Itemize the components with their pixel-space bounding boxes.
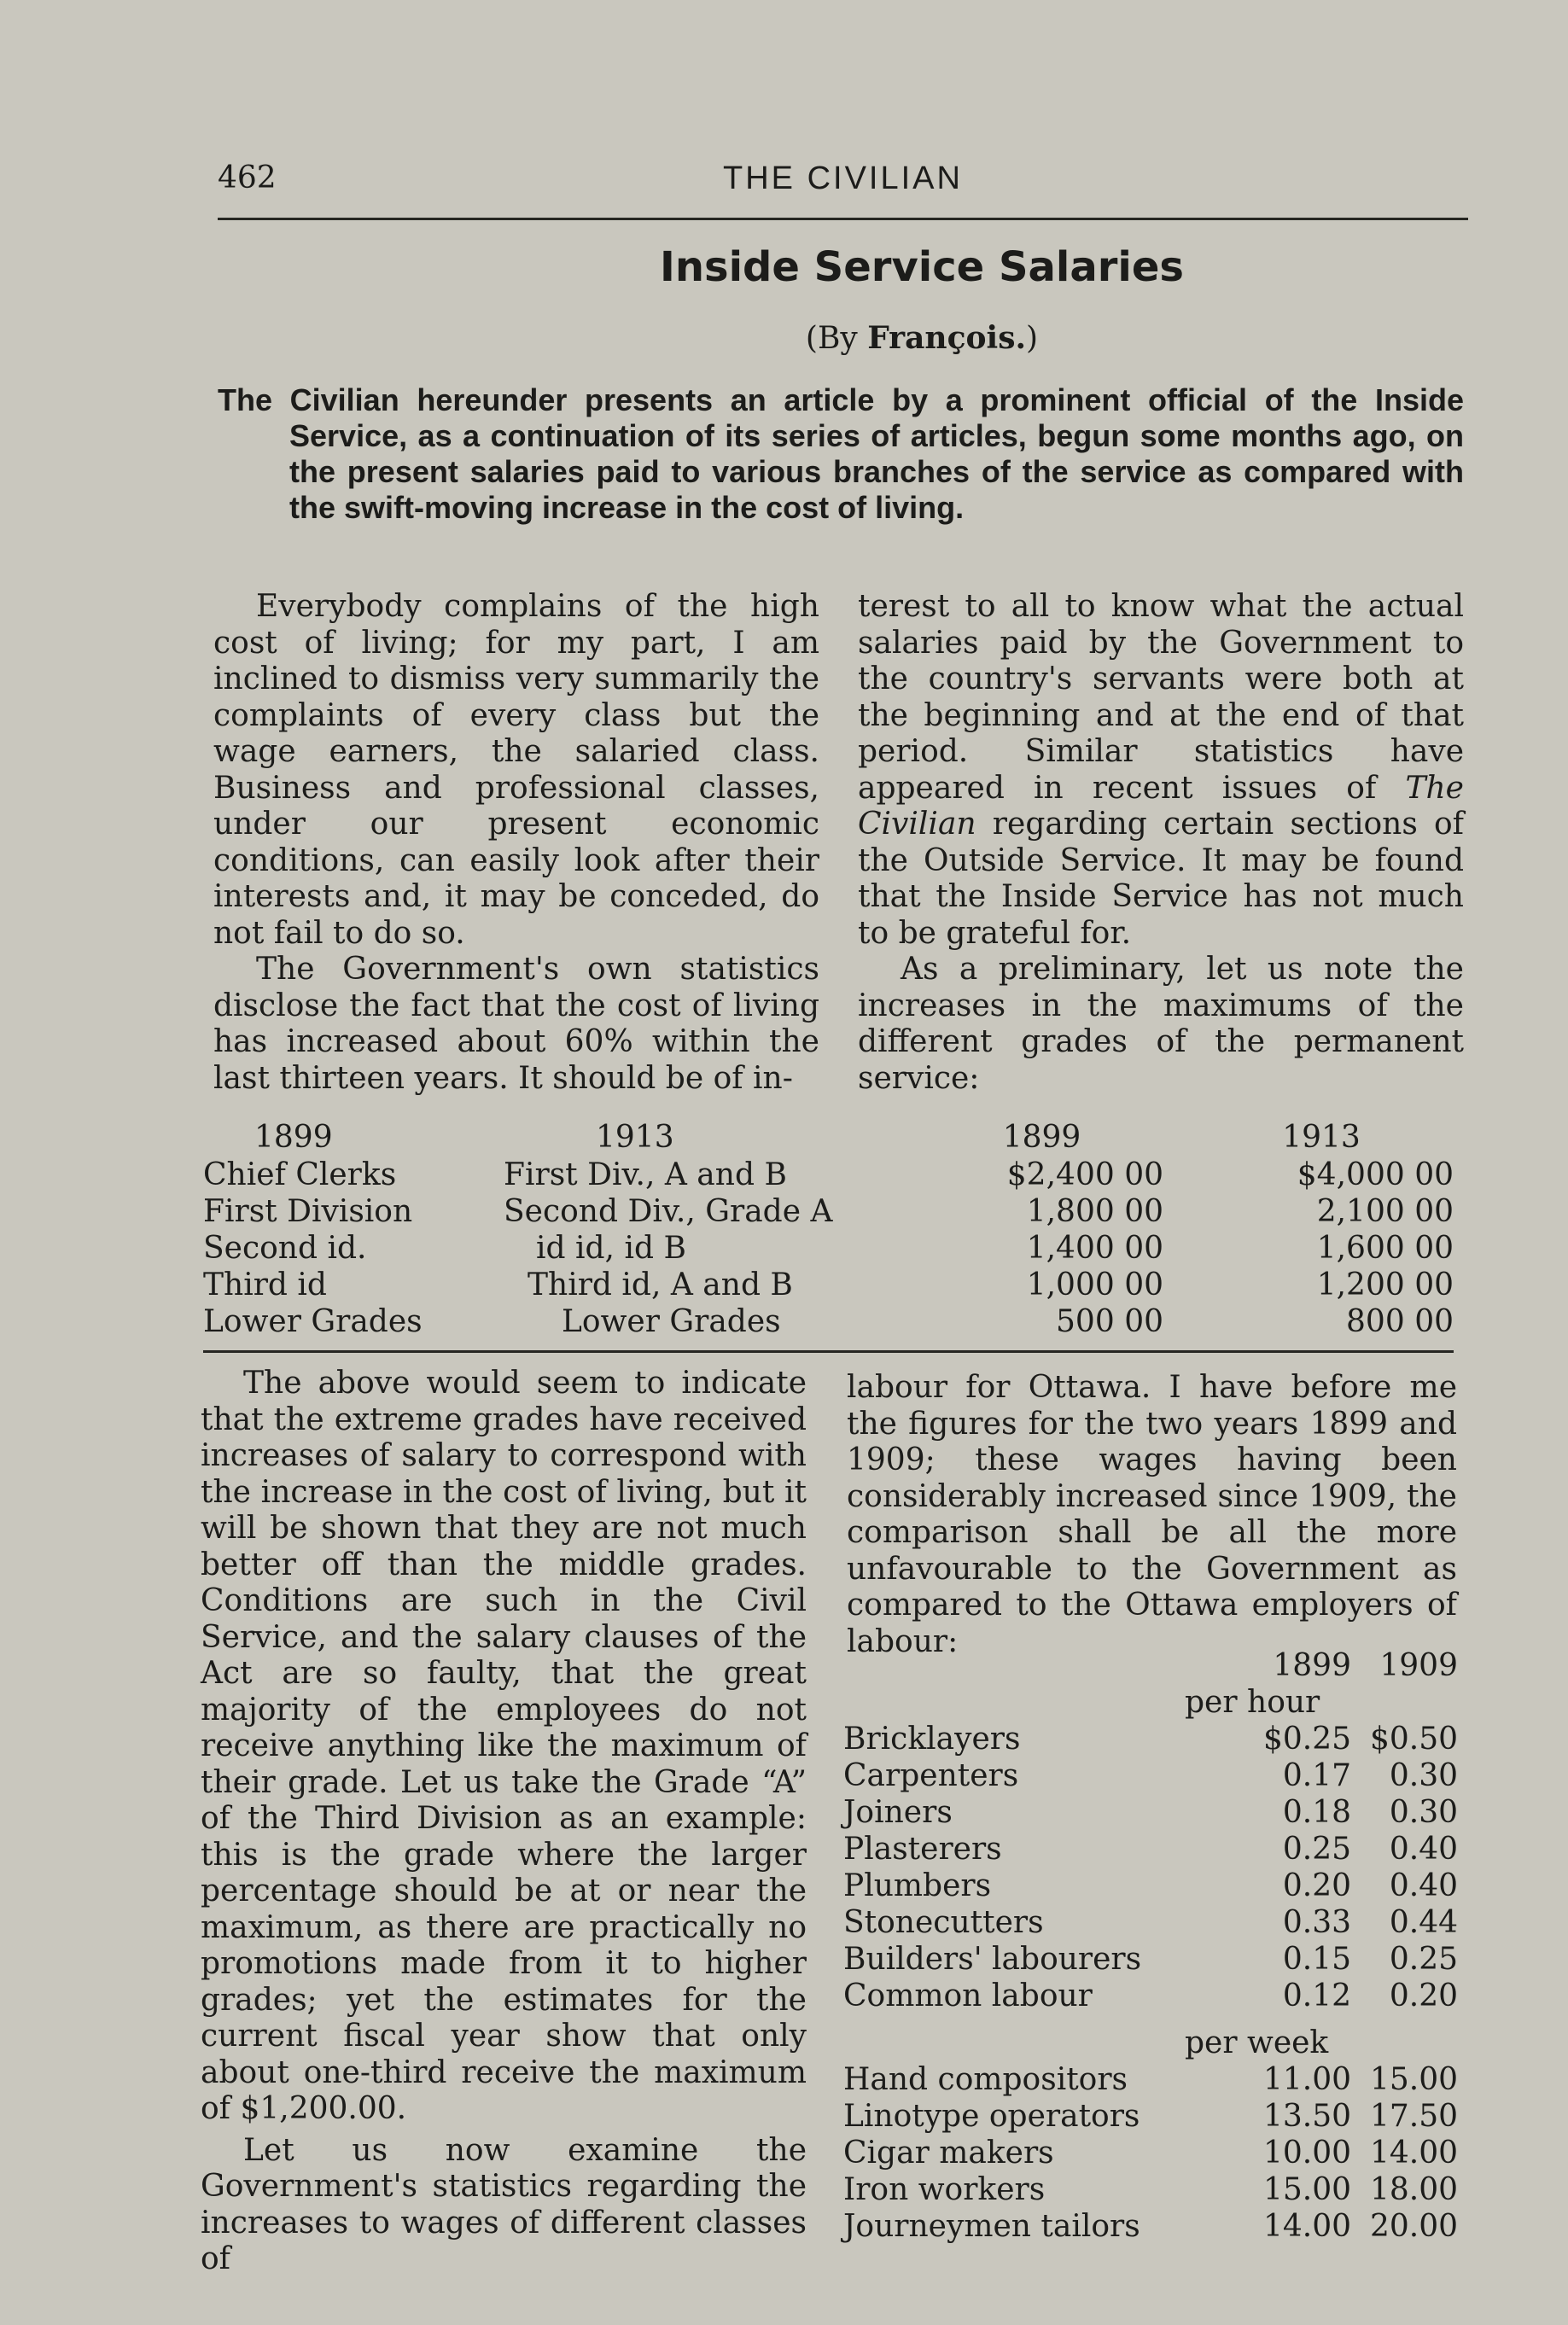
table-header: 1913: [1282, 1120, 1361, 1155]
grades-salary-table: [203, 1118, 1454, 1340]
table-cell: Linotype operators: [843, 2099, 1140, 2134]
table-cell: 15.00: [1262, 2172, 1351, 2207]
table-cell: 800 00: [1346, 1304, 1454, 1339]
table-row: [843, 1941, 1458, 1978]
table-row: [843, 1757, 1458, 1794]
paragraph: As a preliminary, let us note the increases in the maximums of the different grades of the permanent service:: [858, 952, 1464, 1096]
table-cell: Iron workers: [843, 2172, 1046, 2207]
page-header: [218, 154, 1468, 205]
table-cell: 18.00: [1369, 2172, 1458, 2207]
table-row: [843, 1868, 1458, 1904]
unit-label: per hour: [1185, 1685, 1320, 1720]
page-number: 462: [218, 160, 277, 195]
table-cell: First Division: [203, 1194, 413, 1229]
table-cell: $2,400 00: [1006, 1157, 1163, 1192]
table-cell: 0.12: [1282, 1978, 1351, 2013]
table-cell: Plumbers: [843, 1868, 992, 1903]
article-title: Inside Service Salaries: [660, 243, 1184, 291]
table-cell: Second id.: [203, 1231, 367, 1266]
table-cell: 14.00: [1262, 2209, 1351, 2244]
table-cell: 1,800 00: [1026, 1194, 1163, 1229]
table-cell: Cigar makers: [843, 2136, 1054, 2171]
table-row: [843, 2061, 1458, 2098]
table-cell: Bricklayers: [843, 1722, 1021, 1757]
table-cell: 17.50: [1369, 2099, 1458, 2134]
table-cell: 500 00: [1056, 1304, 1163, 1339]
table-cell: 15.00: [1369, 2062, 1458, 2097]
table-cell: Builders' labourers: [843, 1942, 1142, 1977]
table-cell: 1,000 00: [1026, 1267, 1163, 1302]
table-cell: 0.40: [1389, 1868, 1458, 1903]
table-cell: $0.50: [1369, 1722, 1458, 1757]
unit-label: per week: [1185, 2025, 1329, 2060]
table-subheader-row: [843, 1684, 1458, 1721]
table-row: [843, 2098, 1458, 2135]
table-cell: $4,000 00: [1297, 1157, 1454, 1192]
table-cell: 0.33: [1282, 1905, 1351, 1940]
table-cell: 0.40: [1389, 1832, 1458, 1867]
table-header: 1913: [596, 1120, 674, 1155]
table-row: [203, 1157, 1454, 1193]
table-cell: Joiners: [843, 1795, 953, 1830]
table-cell: 0.25: [1389, 1942, 1458, 1977]
table-header: 1899: [1273, 1648, 1351, 1683]
table-header-row: [203, 1118, 1454, 1157]
table-cell: 11.00: [1262, 2062, 1351, 2097]
table-cell: 0.17: [1282, 1758, 1351, 1793]
byline: [0, 320, 1568, 356]
table-row: [843, 1904, 1458, 1941]
table-row: [843, 2208, 1458, 2245]
intro-paragraph: The Civilian hereunder presents an article by a prominent official of the Inside Service, as a continuation of its series of articles, begun some months ago, on the present salaries paid to various branches of the service as compared with the swift-moving increase in the cost of living.: [218, 382, 1464, 525]
table-cell: Chief Clerks: [203, 1157, 397, 1192]
table-cell: Journeymen tailors: [843, 2209, 1140, 2244]
table-cell: 0.18: [1282, 1795, 1351, 1830]
table-row: [843, 1831, 1458, 1868]
table-cell: 14.00: [1369, 2136, 1458, 2171]
table-cell: 0.20: [1282, 1868, 1351, 1903]
table-header: 1899: [1002, 1120, 1081, 1155]
table-cell: Carpenters: [843, 1758, 1019, 1793]
paragraph: The above would seem to indicate that the extreme grades have received increases of salary to correspond with the increase in the cost of living, but it will be shown that they are not much better off than the middle grades. Conditions are such in the Civil Service, and the salary clauses of the Act are so faulty, that the great majority of the employees do not receive anything like the maximum of their grade. Let us take the Grade “A” of the Third Division as an example: this is the grade where the larger percentage should be at or near the maximum, as there are practically no promotions made from it to higher grades; yet the estimates for the current fiscal year show that only about one-third receive the maximum of $1,200.00.: [201, 1366, 807, 2126]
table-cell: Plasterers: [843, 1832, 1002, 1867]
table-row: [203, 1230, 1454, 1267]
table-cell: 0.20: [1389, 1978, 1458, 2013]
wages-table: [843, 1647, 1458, 2245]
table-header-row: [843, 1647, 1458, 1684]
table-header: 1899: [254, 1120, 333, 1155]
byline-suffix: ): [1026, 321, 1039, 356]
table-cell: 0.15: [1282, 1942, 1351, 1977]
table-cell: Hand compositors: [843, 2062, 1128, 2097]
table-row: [203, 1267, 1454, 1303]
table-row: [843, 1794, 1458, 1831]
table-header: 1909: [1379, 1648, 1458, 1683]
table-cell: 0.30: [1389, 1795, 1458, 1830]
table-cell: 0.30: [1389, 1758, 1458, 1793]
text-span: terest to all to know what the actual salaries paid by the Government to the country's servants were both at the beginning and at the end of that period. Similar statistics have appeared in recent issues of: [858, 589, 1464, 806]
byline-author: François.: [867, 320, 1027, 356]
text-span: regarding certain sections of the Outside Service. It may be found that the Inside Service has not much to be grateful for.: [858, 807, 1464, 951]
table-cell: 10.00: [1262, 2136, 1351, 2171]
column-left-bottom: [201, 1366, 807, 2278]
header-rule: [218, 218, 1468, 220]
table-row: [203, 1193, 1454, 1230]
table-cell: 1,600 00: [1316, 1231, 1454, 1266]
table-cell: 1,200 00: [1316, 1267, 1454, 1302]
table-cell: 13.50: [1262, 2099, 1351, 2134]
publication-name: The Civilian: [858, 770, 1464, 842]
table-cell: 1,400 00: [1026, 1231, 1163, 1266]
table-row: [843, 2171, 1458, 2208]
table-cell: 0.44: [1389, 1905, 1458, 1940]
table-row: [843, 1721, 1458, 1757]
paragraph: Let us now examine the Government's statistics regarding the increases to wages of different classes of: [201, 2132, 807, 2276]
table-cell: Lower Grades: [562, 1304, 781, 1339]
column-right-top: [858, 589, 1464, 1097]
table-row: [843, 1978, 1458, 2014]
paragraph: Everybody complains of the high cost of living; for my part, I am inclined to dismiss very summarily the complaints of every class but the wage earners, the salaried class. Business and professional classes, under our present economic conditions, can easily look after their interests and, it may be conceded, do not fail to do so.: [213, 589, 819, 951]
table-subheader-row: [843, 2014, 1458, 2061]
column-left-top: [213, 589, 819, 1097]
paragraph: labour for Ottawa. I have before me the figures for the two years 1899 and 1909; these wages having been considerably increased since 1909, the comparison shall be all the more unfavourable to the Government as compared to the Ottawa employers of labour:: [847, 1370, 1457, 1659]
table-cell: id id, id B: [536, 1231, 686, 1266]
table-cell: Third id: [203, 1267, 327, 1302]
table-cell: Common labour: [843, 1978, 1093, 2013]
table-cell: First Div., A and B: [504, 1157, 787, 1192]
section-rule: [203, 1350, 1454, 1353]
paragraph: The Government's own statistics disclose the fact that the cost of living has increased about 60% within the last thirteen years. It should be of in-: [213, 952, 819, 1096]
table-cell: 2,100 00: [1316, 1194, 1454, 1229]
byline-prefix: (By: [805, 321, 868, 356]
table-cell: Third id, A and B: [528, 1267, 793, 1302]
table-cell: $0.25: [1262, 1722, 1351, 1757]
table-cell: Lower Grades: [203, 1304, 423, 1339]
running-title: THE CIVILIAN: [723, 160, 963, 196]
table-cell: Second Div., Grade A: [504, 1194, 833, 1229]
table-row: [843, 2135, 1458, 2171]
column-right-bottom: [847, 1370, 1457, 1660]
table-cell: Stonecutters: [843, 1905, 1044, 1940]
paragraph: [858, 589, 1464, 952]
table-cell: 0.25: [1282, 1832, 1351, 1867]
table-row: [203, 1303, 1454, 1340]
table-cell: 20.00: [1369, 2209, 1458, 2244]
